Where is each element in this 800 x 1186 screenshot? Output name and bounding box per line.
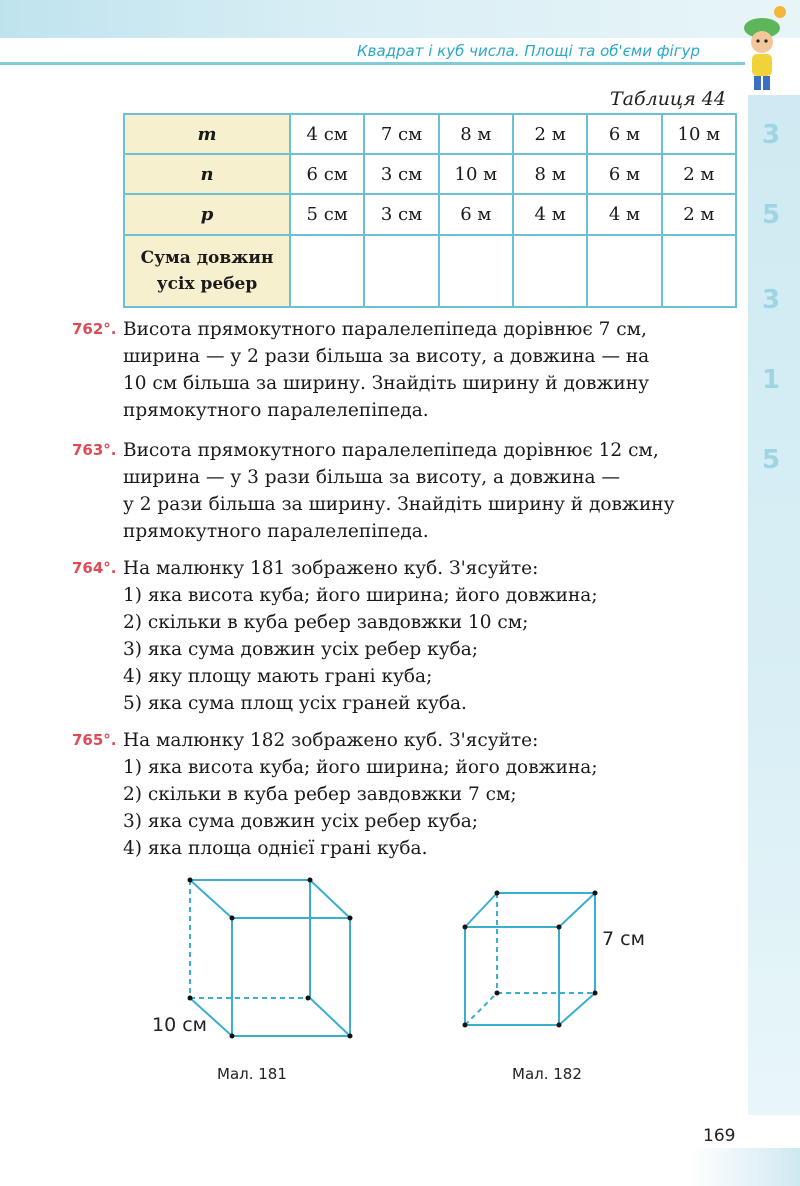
cube-edge-label: 7 см (602, 928, 645, 950)
text-line: ширина — у 3 рази більша за висоту, а довжина — (123, 467, 620, 488)
row-label-line: Сума довжин (140, 248, 274, 268)
text-line: 4) яку площу мають грані куба; (123, 666, 433, 687)
table-cell-empty (364, 235, 438, 307)
text-line: 10 см більша за ширину. Знайдіть ширину й довжину (123, 373, 649, 394)
table-cell: 3 см (364, 194, 438, 235)
text-line: прямокутного паралелепіпеда. (123, 400, 429, 421)
row-label: p (124, 194, 290, 235)
problem-text (123, 555, 740, 717)
table-cell: 4 см (290, 114, 364, 154)
problem-number: 762°. (72, 320, 117, 338)
table-cell: 4 м (587, 194, 661, 235)
text-line: ширина — у 2 рази більша за висоту, а довжина — на (123, 346, 650, 367)
text-line: прямокутного паралелепіпеда. (123, 521, 429, 542)
mascot-illustration (732, 2, 792, 94)
text-line: Висота прямокутного паралелепіпеда дорівнює 12 см, (123, 440, 659, 461)
problem-text (123, 727, 740, 862)
table-cell: 5 см (290, 194, 364, 235)
dimensions-table (123, 113, 737, 308)
text-line: 5) яка сума площ усіх граней куба. (123, 693, 467, 714)
table-cell: 10 м (439, 154, 513, 194)
problem-764 (72, 555, 740, 717)
decor-digit: 3 (762, 285, 781, 315)
text-line: Висота прямокутного паралелепіпеда дорівнює 7 см, (123, 319, 647, 340)
cube-figure-181 (180, 870, 370, 1045)
table-cell-empty (587, 235, 661, 307)
table-row (124, 235, 736, 307)
table-cell: 2 м (513, 114, 587, 154)
problem-762 (72, 316, 740, 424)
decor-digit: 5 (762, 200, 781, 230)
text-line: у 2 рази більша за ширину. Знайдіть ширину й довжину (123, 494, 675, 515)
figure-caption: Мал. 182 (512, 1065, 582, 1083)
table-cell: 8 м (513, 154, 587, 194)
text-line: 1) яка висота куба; його ширина; його довжина; (123, 585, 598, 606)
text-line: 2) скільки в куба ребер завдовжки 7 см; (123, 784, 517, 805)
problem-number: 765°. (72, 731, 117, 749)
text-line: На малюнку 181 зображено куб. З'ясуйте: (123, 558, 539, 579)
text-line: 3) яка сума довжин усіх ребер куба; (123, 639, 478, 660)
problem-number: 763°. (72, 441, 117, 459)
table-cell: 6 см (290, 154, 364, 194)
figure-caption: Мал. 181 (217, 1065, 287, 1083)
top-decorative-strip (0, 0, 800, 38)
table-cell: 6 м (587, 114, 661, 154)
side-decorative-strip (748, 95, 800, 1115)
problem-number: 764°. (72, 559, 117, 577)
problem-765 (72, 727, 740, 862)
table-row (124, 154, 736, 194)
table-cell-empty (513, 235, 587, 307)
problem-763 (72, 437, 740, 545)
running-header: Квадрат і куб числа. Площі та об'єми фігур (356, 42, 700, 60)
table-cell: 10 м (662, 114, 736, 154)
table-cell: 3 см (364, 154, 438, 194)
page-number: 169 (703, 1126, 736, 1146)
row-label: n (124, 154, 290, 194)
table-cell: 2 м (662, 194, 736, 235)
table-cell: 6 м (587, 154, 661, 194)
table-cell-empty (662, 235, 736, 307)
decor-digit: 1 (762, 365, 781, 395)
table-caption: Таблиця 44 (610, 88, 726, 110)
page-corner-decoration (690, 1148, 800, 1186)
problem-text (123, 437, 740, 545)
row-label: m (124, 114, 290, 154)
text-line: 2) скільки в куба ребер завдовжки 10 см; (123, 612, 529, 633)
table-cell: 4 м (513, 194, 587, 235)
table-cell: 8 м (439, 114, 513, 154)
decor-digit: 3 (762, 120, 781, 150)
table-row (124, 114, 736, 154)
text-line: 3) яка сума довжин усіх ребер куба; (123, 811, 478, 832)
decor-digit: 5 (762, 445, 781, 475)
cube-figure-182 (455, 885, 605, 1033)
problem-text (123, 316, 740, 424)
text-line: На малюнку 182 зображено куб. З'ясуйте: (123, 730, 539, 751)
row-label (124, 235, 290, 307)
header-rule (0, 62, 745, 65)
table-cell: 6 м (439, 194, 513, 235)
table-cell: 2 м (662, 154, 736, 194)
text-line: 4) яка площа однієї грані куба. (123, 838, 428, 859)
text-line: 1) яка висота куба; його ширина; його довжина; (123, 757, 598, 778)
table-row (124, 194, 736, 235)
table-cell-empty (290, 235, 364, 307)
row-label-line: усіх ребер (156, 274, 258, 294)
table-cell-empty (439, 235, 513, 307)
table-cell: 7 см (364, 114, 438, 154)
cube-edge-label: 10 см (152, 1014, 207, 1036)
